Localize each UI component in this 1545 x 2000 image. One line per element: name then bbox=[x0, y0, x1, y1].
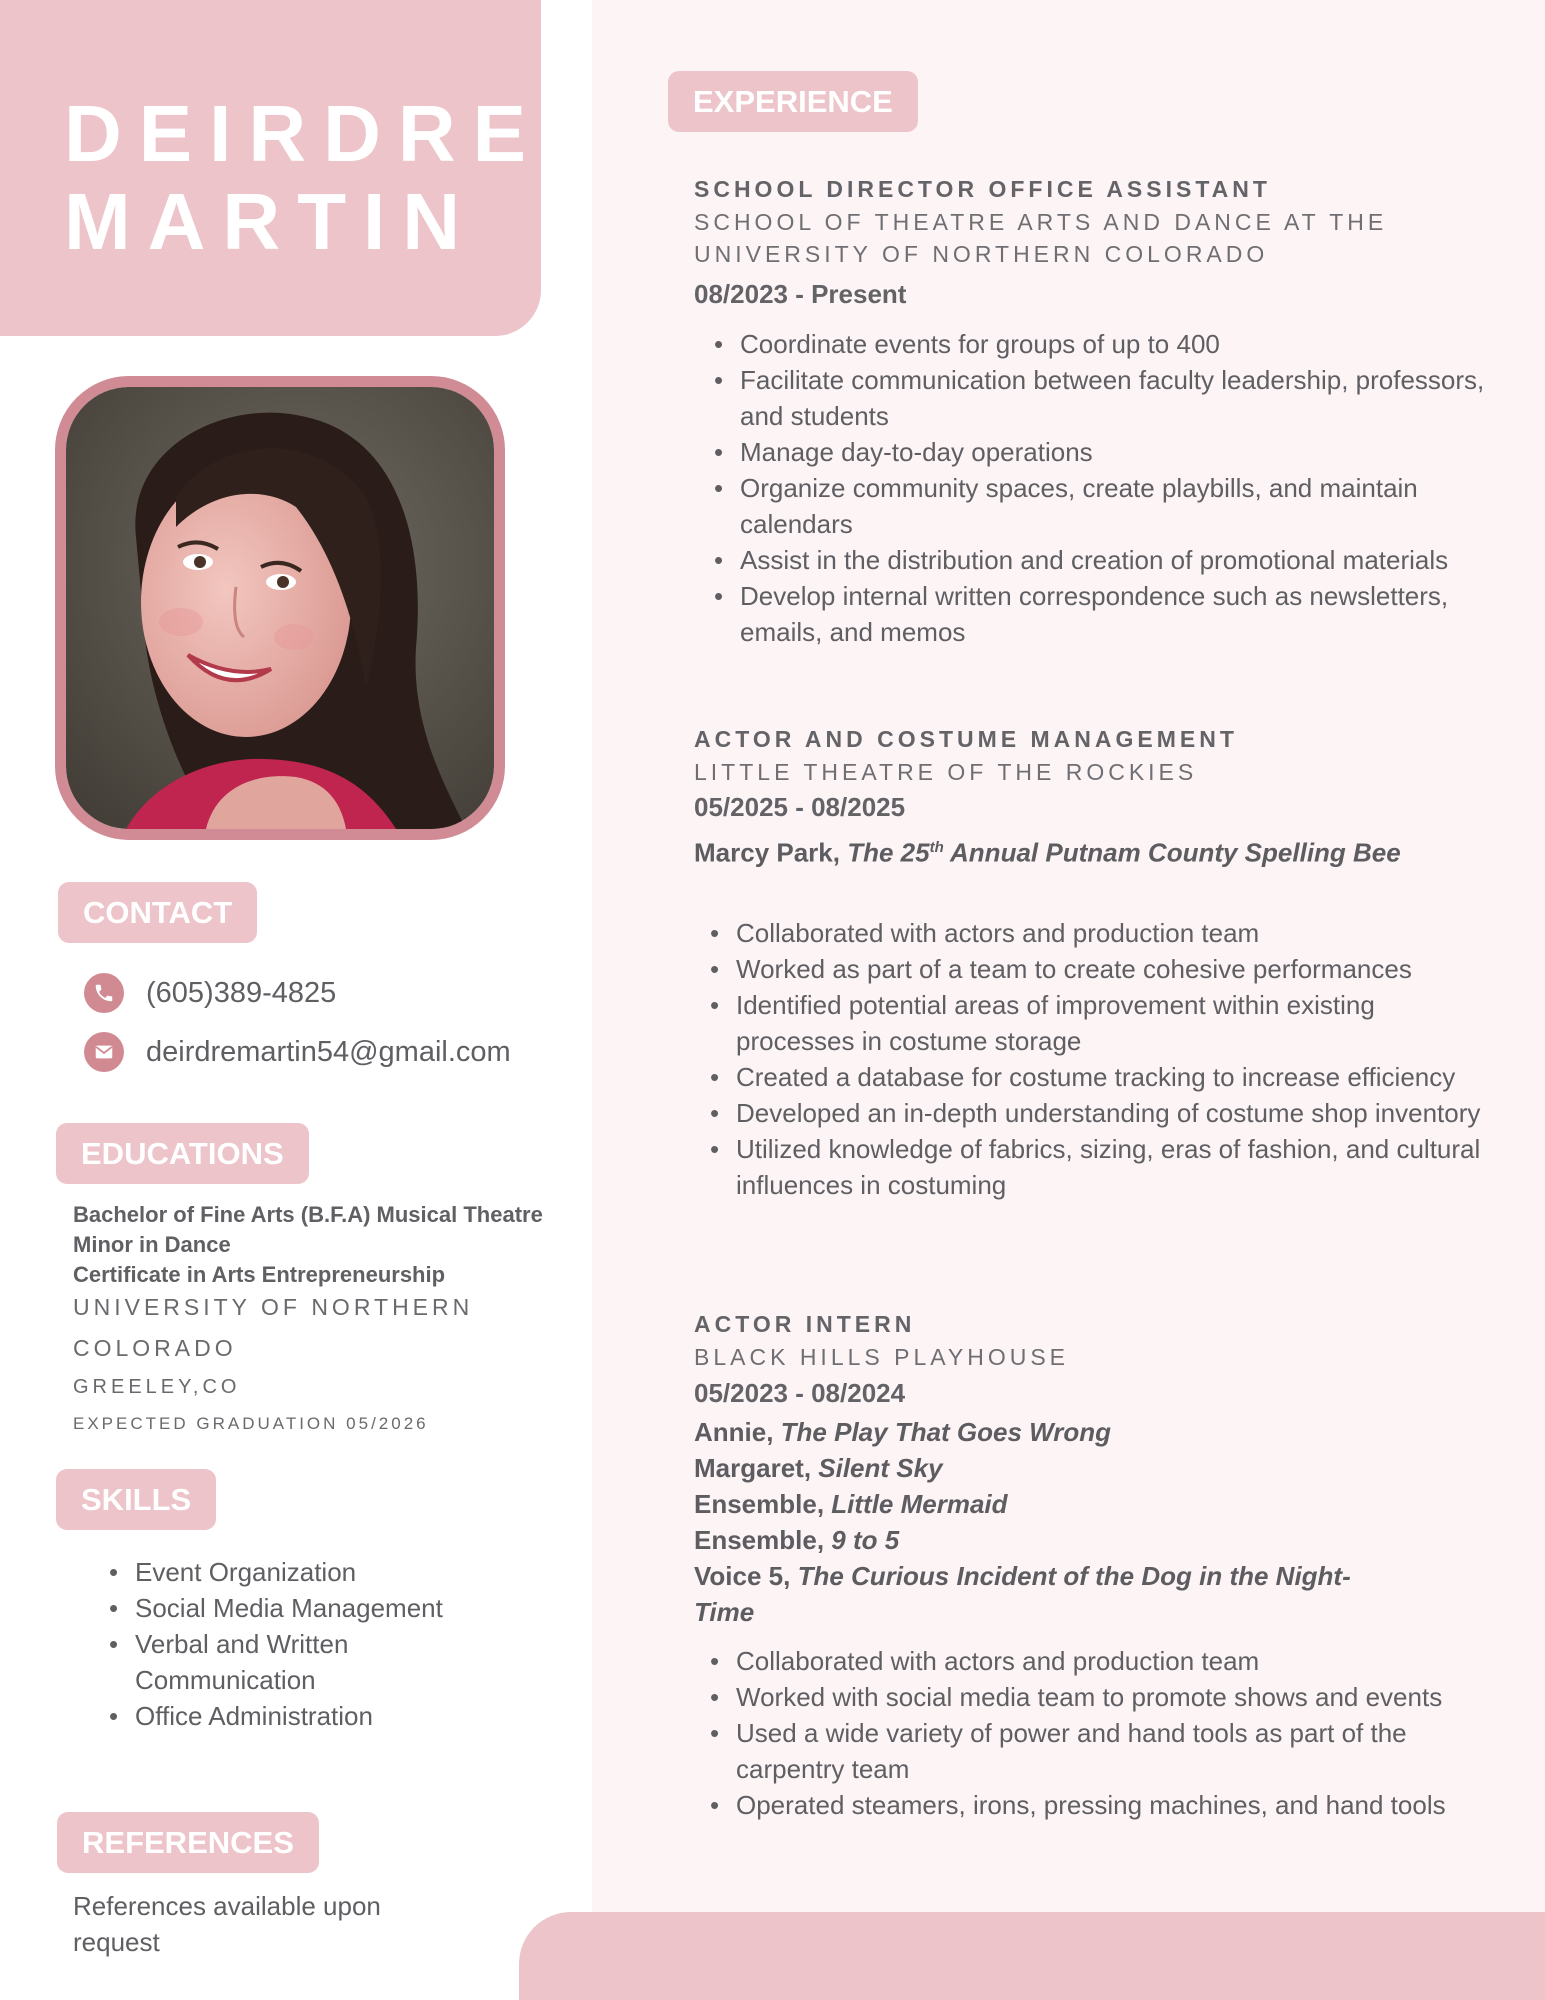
degree-bfa: Bachelor of Fine Arts (B.F.A) Musical Theatre bbox=[73, 1202, 543, 1227]
skill-item: • Office Administration bbox=[105, 1698, 505, 1734]
list-item: • Worked as part of a team to create cohesive performances bbox=[706, 951, 1496, 987]
graduation-date: EXPECTED GRADUATION 05/2026 bbox=[73, 1414, 429, 1433]
show-title: The Curious Incident of the Dog in the Night-Time bbox=[694, 1561, 1351, 1627]
skills-list bbox=[105, 1554, 505, 1734]
show-title: 9 to 5 bbox=[831, 1525, 900, 1555]
role-name: Ensemble, bbox=[694, 1525, 832, 1555]
list-item: • Utilized knowledge of fabrics, sizing, eras of fashion, and cultural influences in costuming bbox=[706, 1131, 1496, 1203]
list-item: • Assist in the distribution and creation of promotional materials bbox=[710, 542, 1500, 578]
show-title: The Play That Goes Wrong bbox=[780, 1417, 1112, 1447]
last-name: MARTIN bbox=[64, 177, 478, 266]
role-credit bbox=[694, 1450, 1414, 1486]
skill-item: • Event Organization bbox=[105, 1554, 505, 1590]
email-address[interactable]: deirdremartin54@gmail.com bbox=[146, 1035, 511, 1068]
list-item: • Used a wide variety of power and hand tools as part of the carpentry team bbox=[706, 1715, 1496, 1787]
school-name-line2: COLORADO bbox=[73, 1335, 237, 1361]
list-item: • Develop internal written correspondence such as newsletters, emails, and memos bbox=[710, 578, 1500, 650]
role-credit bbox=[694, 1522, 1414, 1558]
job-title: ACTOR INTERN bbox=[694, 1311, 916, 1337]
job-dates: 05/2025 - 08/2025 bbox=[694, 792, 906, 822]
role-credit bbox=[694, 1558, 1394, 1630]
list-item: • Identified potential areas of improvement within existing processes in costume storage bbox=[706, 987, 1496, 1059]
profile-photo bbox=[55, 376, 505, 840]
role-credit bbox=[694, 1414, 1414, 1450]
list-item: • Developed an in-depth understanding of costume shop inventory bbox=[706, 1095, 1496, 1131]
job-responsibilities bbox=[710, 326, 1500, 650]
job-dates: 05/2023 - 08/2024 bbox=[694, 1378, 906, 1408]
list-item: • Collaborated with actors and production team bbox=[706, 915, 1496, 951]
role-name: Margaret, bbox=[694, 1453, 819, 1483]
degree-certificate: Certificate in Arts Entrepreneurship bbox=[73, 1262, 446, 1287]
list-item: • Created a database for costume tracking to increase efficiency bbox=[706, 1059, 1496, 1095]
phone-number[interactable]: (605)389-4825 bbox=[146, 976, 337, 1009]
email-icon bbox=[84, 1032, 124, 1072]
show-title: Silent Sky bbox=[818, 1453, 943, 1483]
list-item: • Collaborated with actors and production team bbox=[706, 1643, 1496, 1679]
show-title-rest: Annual Putnam County Spelling Bee bbox=[943, 837, 1401, 868]
bottom-decorative-bar bbox=[519, 1912, 1545, 2000]
role-credit bbox=[694, 830, 1414, 871]
name-header bbox=[0, 0, 544, 336]
show-title: The 25 bbox=[847, 837, 930, 868]
references-text: References available upon request bbox=[73, 1891, 381, 1957]
school-name-line1: UNIVERSITY OF NORTHERN bbox=[73, 1294, 474, 1320]
list-item: • Organize community spaces, create playbills, and maintain calendars bbox=[710, 470, 1500, 542]
list-item: • Operated steamers, irons, pressing machines, and hand tools bbox=[706, 1787, 1496, 1823]
job-responsibilities bbox=[706, 1643, 1496, 1823]
role-name: Annie, bbox=[694, 1417, 781, 1447]
role-credits bbox=[694, 1414, 1414, 1630]
list-item: • Coordinate events for groups of up to 400 bbox=[710, 326, 1500, 362]
skill-item: • Verbal and Written Communication bbox=[105, 1626, 505, 1698]
role-credit bbox=[694, 1486, 1414, 1522]
list-item: • Facilitate communication between faculty leadership, professors, and students bbox=[710, 362, 1500, 434]
job-organization: BLACK HILLS PLAYHOUSE bbox=[694, 1344, 1070, 1370]
contact-heading: CONTACT bbox=[58, 882, 257, 943]
role-name: Voice 5, bbox=[694, 1561, 798, 1591]
job-organization: LITTLE THEATRE OF THE ROCKIES bbox=[694, 759, 1198, 785]
phone-icon bbox=[84, 973, 124, 1013]
job-dates: 08/2023 - Present bbox=[694, 279, 907, 309]
list-item: • Manage day-to-day operations bbox=[710, 434, 1500, 470]
show-title-superscript: th bbox=[929, 839, 944, 856]
job-responsibilities bbox=[706, 915, 1496, 1203]
portrait-illustration bbox=[66, 387, 494, 829]
job-organization: SCHOOL OF THEATRE ARTS AND DANCE AT THE UNIVERSITY OF NORTHERN COLORADO bbox=[694, 209, 1388, 267]
education-heading: EDUCATIONS bbox=[56, 1123, 309, 1184]
job-title: SCHOOL DIRECTOR OFFICE ASSISTANT bbox=[694, 176, 1271, 202]
role-name: Marcy Park, bbox=[694, 837, 848, 868]
skills-heading: SKILLS bbox=[56, 1469, 216, 1530]
skill-item: • Social Media Management bbox=[105, 1590, 505, 1626]
list-item: • Worked with social media team to promote shows and events bbox=[706, 1679, 1496, 1715]
degree-minor: Minor in Dance bbox=[73, 1232, 231, 1257]
job-title: ACTOR AND COSTUME MANAGEMENT bbox=[694, 726, 1238, 752]
role-name: Ensemble, bbox=[694, 1489, 832, 1519]
contact-phone-row bbox=[84, 972, 336, 1014]
school-location: GREELEY,CO bbox=[73, 1376, 241, 1398]
contact-email-row bbox=[84, 1031, 511, 1073]
show-title: Little Mermaid bbox=[831, 1489, 1008, 1519]
experience-heading: EXPERIENCE bbox=[668, 71, 918, 132]
first-name: DEIRDRE bbox=[64, 89, 544, 178]
references-heading: REFERENCES bbox=[57, 1812, 319, 1873]
